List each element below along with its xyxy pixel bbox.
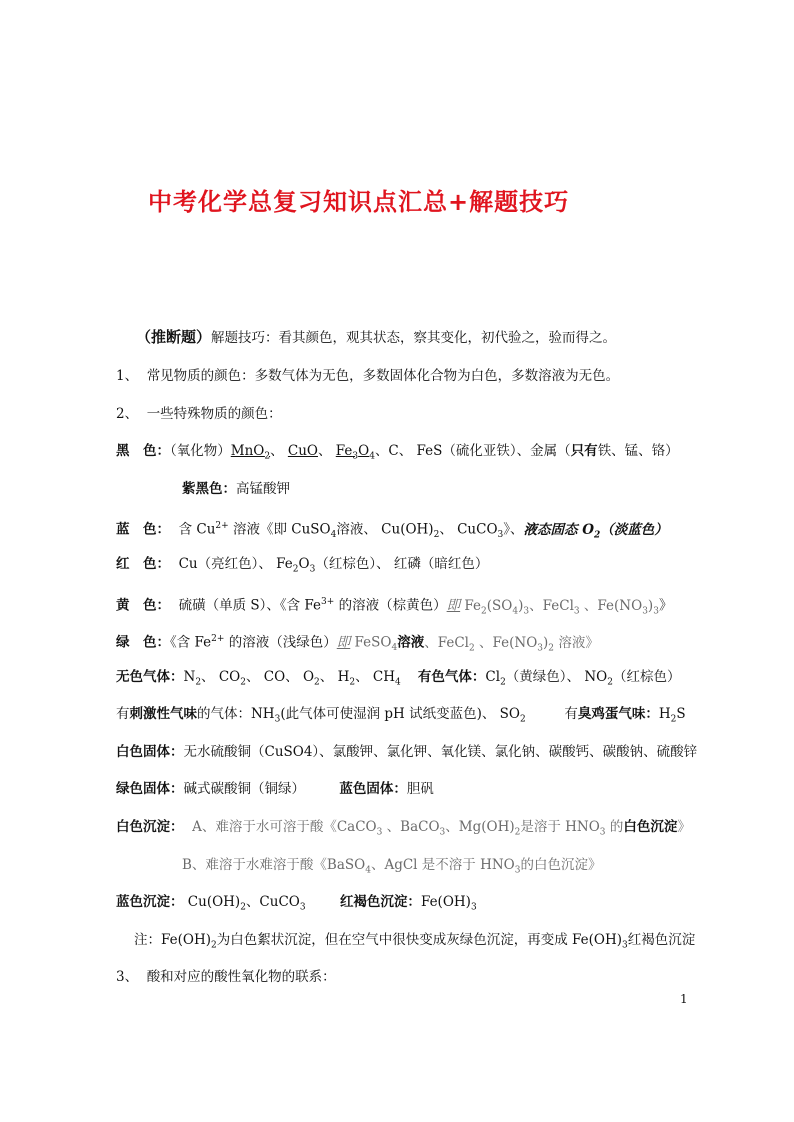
black-rest2: 铁、锰、铬） bbox=[597, 443, 679, 459]
white-ppt-bold: 白色沉淀 bbox=[623, 819, 678, 835]
green-solid-label: 绿色固体： bbox=[116, 781, 184, 797]
rotten-egg-label: 臭鸡蛋气味： bbox=[577, 706, 659, 722]
purple-label: 紫黑色： bbox=[182, 481, 236, 497]
black-sep2: 、 bbox=[317, 443, 332, 459]
red-brown-ppt-label: 红褐色沉淀： bbox=[339, 894, 421, 910]
intro-text: 解题技巧：看其颜色，观其状态，察其变化，初代验之，验而得之。 bbox=[211, 330, 617, 346]
green-solid-text: 碱式碳酸铜（铜绿） bbox=[183, 781, 305, 797]
white-ppt-line: 白色沉淀： A、难溶于水可溶于酸《CaCO$_3$ 、BaCO$_3$、$Mg(OH)_2$是溶于 $HNO_3$ 的白色沉淀》 bbox=[116, 819, 691, 838]
green-line: 绿 色：《含 $Fe^{2+}$ 的溶液（浅绿色）即 FeSO$_4$溶液、FeCl$_2$ 、$Fe(NO_3)_2$ 溶液》 bbox=[116, 634, 599, 654]
green-bold: 溶液 bbox=[397, 634, 425, 651]
irritating-label: 刺激性气味 bbox=[129, 706, 197, 722]
purple-line bbox=[182, 479, 290, 499]
white-solid-text: 无水硫酸铜（CuSO4）、氯酸钾、氯化钾、氧化镁、氯化钠、碳酸钙、碳酸钠、硫酸锌 bbox=[183, 744, 698, 760]
yellow-formulas: $Fe_2(SO_4)_3$、FeCl$_3$ 、$Fe(NO_3)_3$ bbox=[460, 597, 659, 617]
yellow-label: 黄 色： bbox=[116, 597, 170, 614]
blue-solid-text: 胆矾 bbox=[406, 781, 434, 797]
white-ppt-a: A、难溶于水可溶于酸《CaCO$_3$ 、BaCO$_3$、$Mg(OH)_2$是溶于 $HNO_3$ 的 bbox=[192, 819, 624, 838]
gas-line: 无色气体：$N_2$、 $CO_2$、 CO、 $O_2$、 $H_2$、 $CH_4$ 有色气体：$Cl_2$（黄绿色）、 $NO_2$（红棕色） bbox=[116, 669, 681, 688]
item-2-number: 2、 bbox=[116, 406, 139, 422]
yellow-line: 黄 色： 硫磺（单质 S）、《含 $Fe^{3+}$ 的溶液（棕黄色）即 $Fe_2(SO_4)_3$、FeCl$_3$ 、$Fe(NO_3)_3$》 bbox=[116, 597, 673, 617]
yellow-ie: 即 bbox=[446, 597, 461, 614]
green-ie: 即 bbox=[336, 634, 351, 651]
black-label: 黑 色： bbox=[116, 443, 170, 459]
green-solid-line bbox=[116, 779, 434, 799]
black-fe3o4: $Fe_3O_4$ bbox=[335, 443, 375, 462]
purple-text: 高锰酸钾 bbox=[236, 481, 290, 497]
white-solid-label: 白色固体： bbox=[116, 744, 184, 760]
black-text: （氧化物） bbox=[170, 443, 231, 459]
black-mno2: MnO$_2$ bbox=[230, 443, 271, 462]
blue-ppt-label: 蓝色沉淀： bbox=[116, 894, 184, 910]
item-3 bbox=[116, 967, 336, 987]
colored-gas-label: 有色气体： bbox=[417, 669, 486, 685]
page-number: 1 bbox=[680, 992, 688, 1006]
colorless-gas-label: 无色气体： bbox=[116, 669, 184, 685]
green-formulas: 、FeCl$_2$ 、$Fe(NO_3)_2$ 溶液》 bbox=[424, 634, 599, 654]
blue-label: 蓝 色： bbox=[116, 521, 170, 538]
white-solid-line bbox=[116, 742, 697, 762]
intro-line bbox=[136, 327, 616, 348]
red-line: 红 色： Cu（亮红色）、 $Fe_2O_3$（红棕色）、 红磷（暗红色） bbox=[116, 556, 489, 575]
page-title: 中考化学总复习知识点汇总+解题技巧 bbox=[148, 188, 570, 216]
item-2 bbox=[116, 404, 282, 424]
smell-line: 有刺激性气味的气体：$NH_3$(此气体可使湿润 pH 试纸变蓝色)、 $SO_2$ 有臭鸡蛋气味：$H_2S$ bbox=[116, 706, 686, 725]
item-2-text: 一些特殊物质的颜色： bbox=[146, 406, 282, 422]
item-3-number: 3、 bbox=[116, 969, 139, 985]
intro-label: （推断题） bbox=[136, 328, 212, 346]
blue-solid-label: 蓝色固体： bbox=[339, 781, 407, 797]
blue-line: 蓝 色： 含 $Cu^{2+}$ 溶液《即 CuSO$_4$溶液、 $Cu(OH)_2$、 CuCO$_3$》、液态固态 $O_2$（淡蓝色） bbox=[116, 521, 668, 541]
item-3-text: 酸和对应的酸性氧化物的联系： bbox=[146, 969, 336, 985]
black-cuo: CuO bbox=[287, 443, 318, 459]
white-ppt-label: 白色沉淀： bbox=[116, 819, 184, 835]
red-label: 红 色： bbox=[116, 556, 170, 572]
blue-liquid-o2: 液态固态 $O_2$（淡蓝色） bbox=[523, 521, 668, 541]
white-ppt-b-line: B、难溶于水难溶于酸《BaSO$_4$、AgCl 是不溶于 $HNO_3$的白色沉淀》 bbox=[182, 857, 602, 876]
item-1-number: 1、 bbox=[116, 368, 139, 384]
black-bold: 只有 bbox=[570, 443, 598, 459]
black-line bbox=[116, 441, 679, 467]
item-1-text: 常见物质的颜色：多数气体为无色，多数固体化合物为白色，多数溶液为无色。 bbox=[146, 368, 620, 384]
item-1 bbox=[116, 366, 619, 386]
black-rest: 、C、 FeS（硫化亚铁）、金属（ bbox=[374, 443, 571, 459]
green-label: 绿 色： bbox=[116, 634, 170, 651]
note-line: 注：$Fe(OH)_2$为白色絮状沉淀，但在空气中很快变成灰绿色沉淀，再变成 $Fe(OH)_3$红褐色沉淀 bbox=[134, 932, 696, 951]
black-sep: 、 bbox=[270, 443, 284, 459]
blue-ppt-line: 蓝色沉淀： $Cu(OH)_2$、CuCO$_3$ 红褐色沉淀：$Fe(OH)_3$ bbox=[116, 894, 477, 913]
